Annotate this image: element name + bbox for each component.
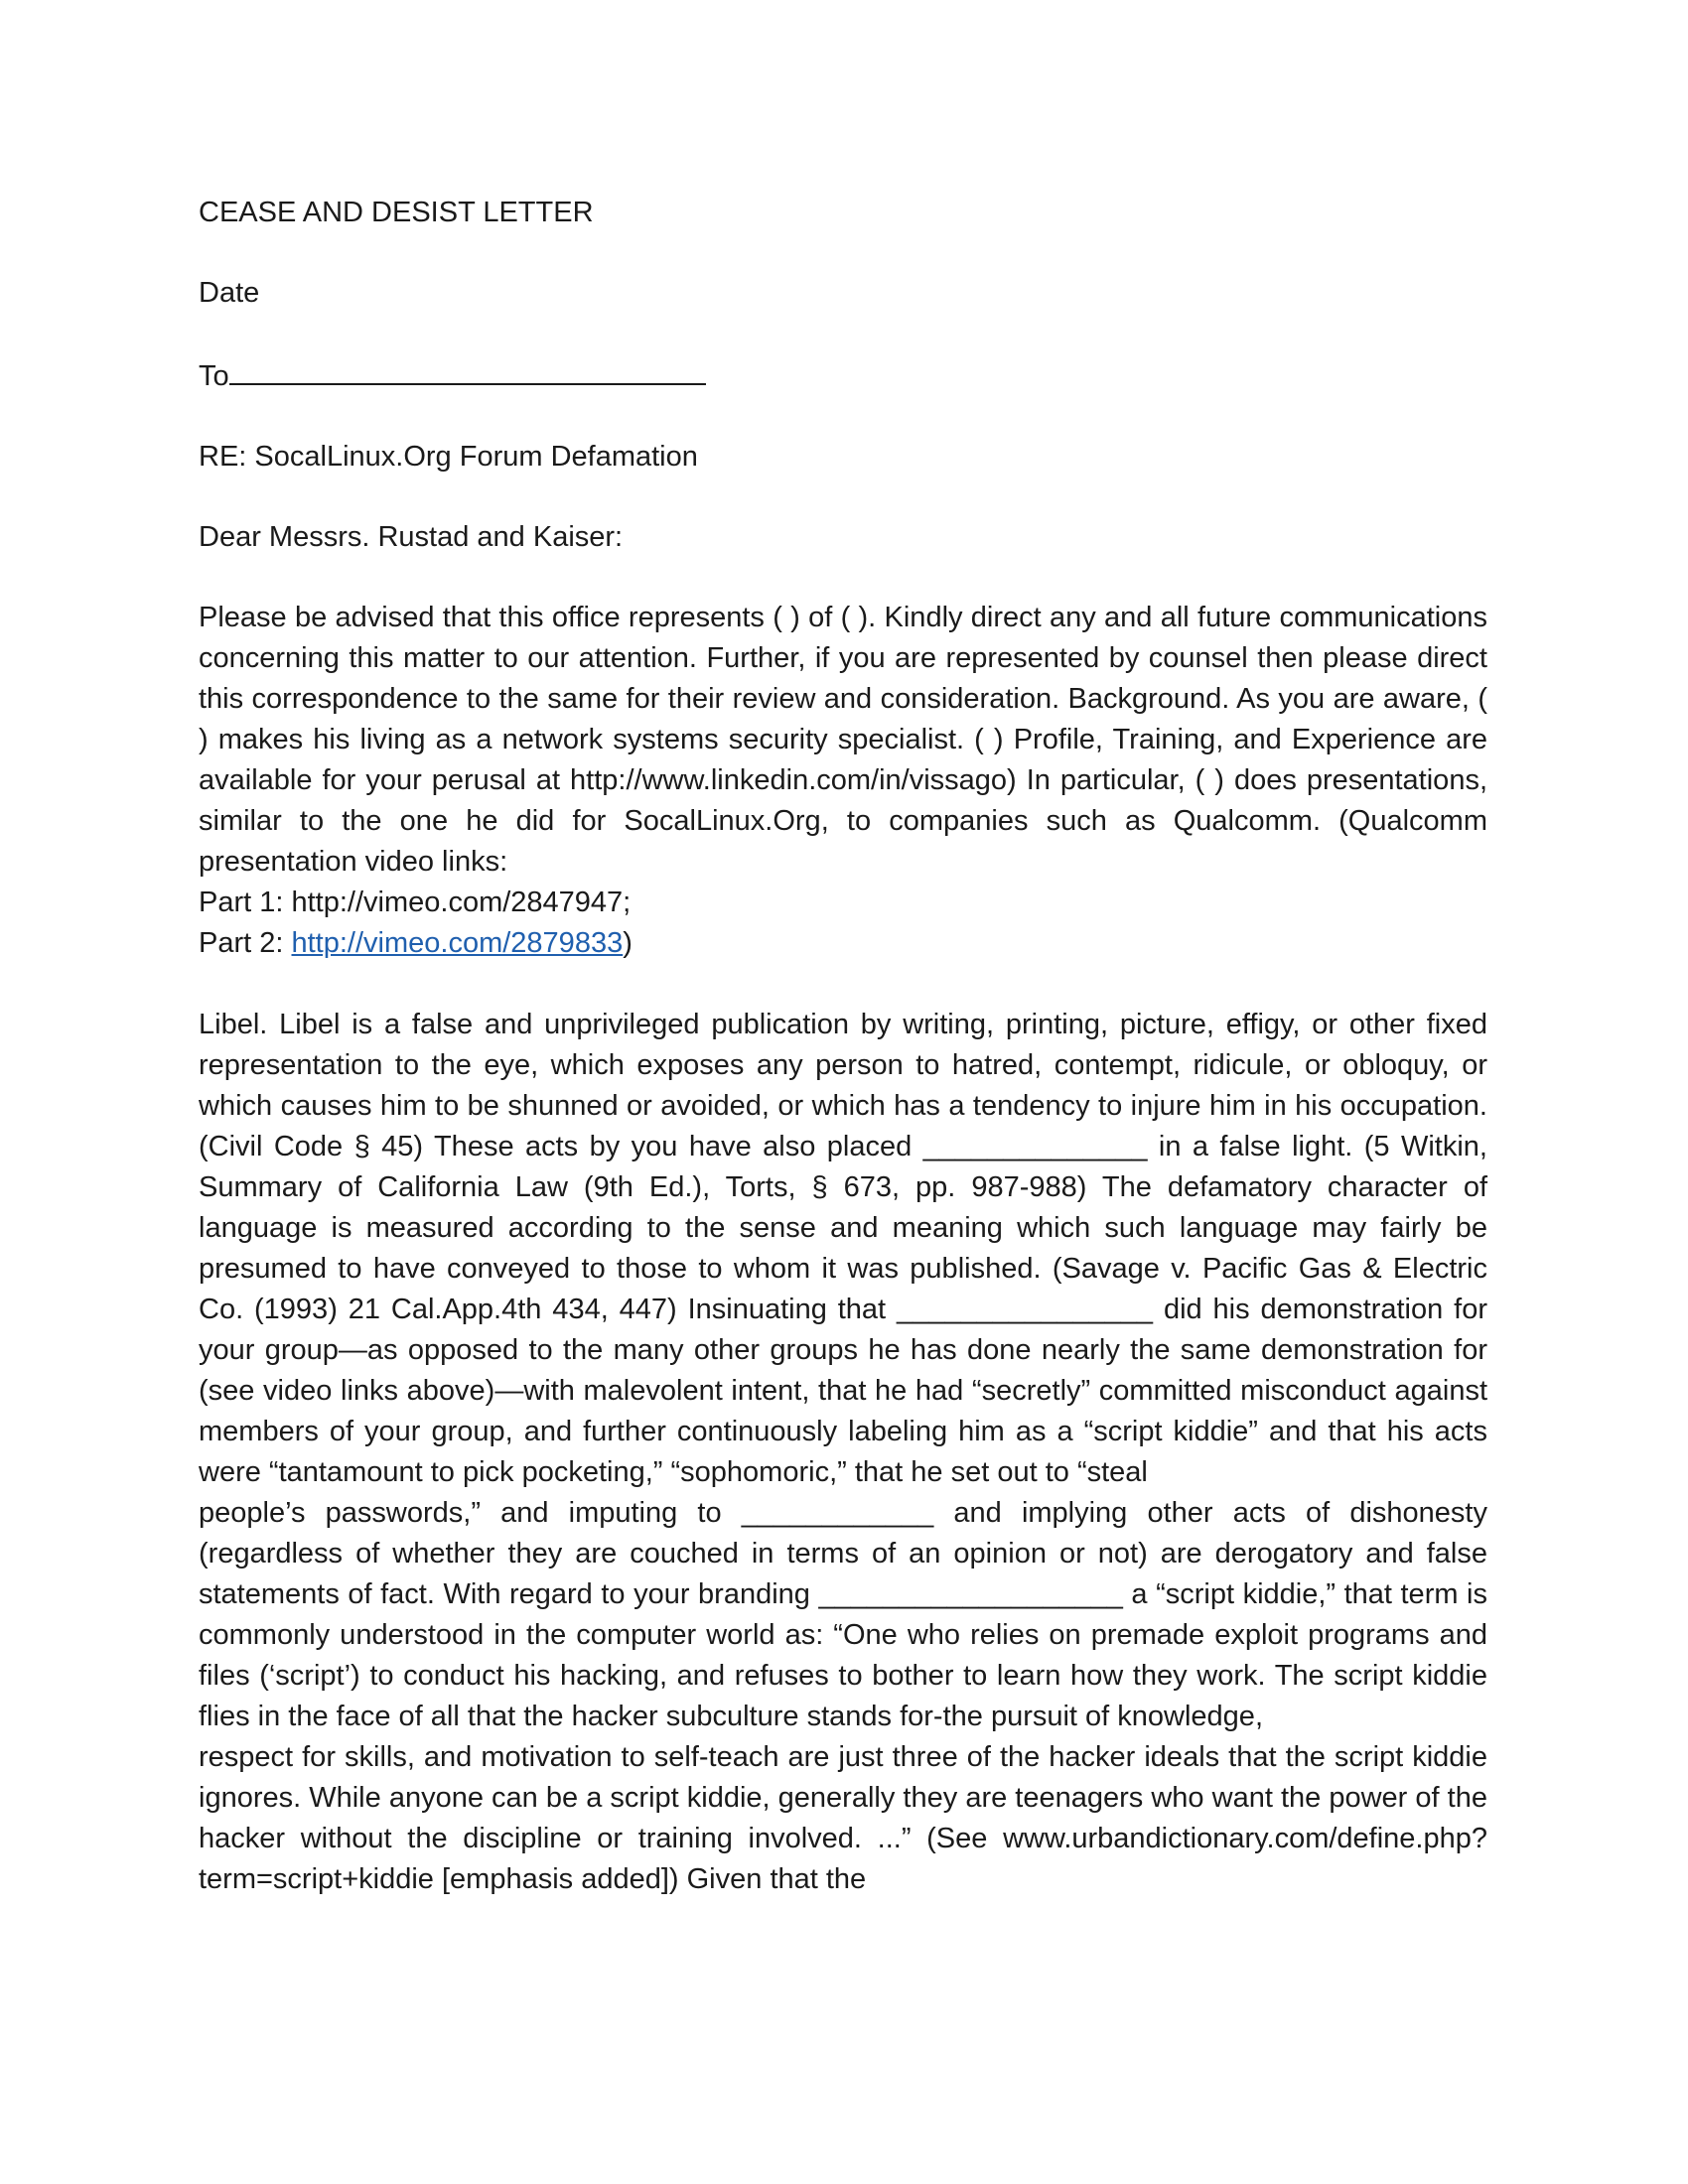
letter-page xyxy=(199,193,1487,1900)
part2-prefix: Part 2: xyxy=(199,927,292,959)
paragraph-libel-continued: people’s passwords,” and imputing to ____________ and implying other acts of dishonesty (regardless of whether they are couched in terms of an opinion or not) are derogatory and false statements of fact. With regard to your branding ___________________ a “script kiddie,” that term is commonly understood in the computer world as: “One who relies on premade exploit programs and files (‘script’) to conduct his hacking, and refuses to bother to learn how they work. The script kiddie flies in the face of all that the hacker subculture stands for-the pursuit of knowledge, xyxy=(199,1497,1487,1732)
video-link-part1: Part 1: http://vimeo.com/2847947; xyxy=(199,887,632,918)
to-line xyxy=(199,353,1487,397)
vimeo-link[interactable]: http://vimeo.com/2879833 xyxy=(291,927,624,959)
salutation: Dear Messrs. Rustad and Kaiser: xyxy=(199,521,624,553)
re-line: RE: SocalLinux.Org Forum Defamation xyxy=(199,441,698,473)
paragraph-background: Please be advised that this office represents ( ) of ( ). Kindly direct any and all future communications concerning this matter to our attention. Further, if you are represented by counsel then please direct this correspondence to the same for their review and consideration. Background. As you are aware, ( ) makes his living as a network systems security specialist. ( ) Profile, Training, and Experience are available for your perusal at http://www.linkedin.com/in/vissago) In particular, ( ) does presentations, similar to the one he did for SocalLinux.Org, to companies such as Qualcomm. (Qualcomm presentation video links: xyxy=(199,602,1487,878)
date-label: Date xyxy=(199,277,260,309)
paragraph-script-kiddie: respect for skills, and motivation to self-teach are just three of the hacker ideals that the script kiddie ignores. While anyone can be a script kiddie, generally they are teenagers who want the power of the hacker without the discipline or training involved. ...” (See www.urbandictionary.com/define.php?term=script+kiddie [emphasis added]) Given that the xyxy=(199,1741,1487,1895)
recipient-blank xyxy=(229,353,706,385)
part2-suffix: ) xyxy=(623,927,633,959)
video-link-part2-line xyxy=(199,923,1487,964)
to-label: To xyxy=(199,360,229,392)
letter-heading: CEASE AND DESIST LETTER xyxy=(199,197,594,228)
paragraph-libel: Libel. Libel is a false and unprivileged publication by writing, printing, picture, effigy, or other fixed representation to the eye, which exposes any person to hatred, contempt, ridicule, or obloquy, or which causes him to be shunned or avoided, or which has a tendency to injure him in his occupation. (Civil Code § 45) These acts by you have also placed ______________ in a false light. (5 Witkin, Summary of California Law (9th Ed.), Torts, § 673, pp. 987-988) The defamatory character of language is measured according to the sense and meaning which such language may fairly be presumed to have conveyed to those to whom it was published. (Savage v. Pacific Gas & Electric Co. (1993) 21 Cal.App.4th 434, 447) Insinuating that ________________ did his demonstration for your group—as opposed to the many other groups he has done nearly the same demonstration for (see video links above)—with malevolent intent, that he had “secretly” committed misconduct against members of your group, and further continuously labeling him as a “script kiddie” and that his acts were “tantamount to pick pocketing,” “sophomoric,” that he set out to “steal xyxy=(199,1009,1487,1488)
paragraph-gap xyxy=(199,964,1487,1005)
